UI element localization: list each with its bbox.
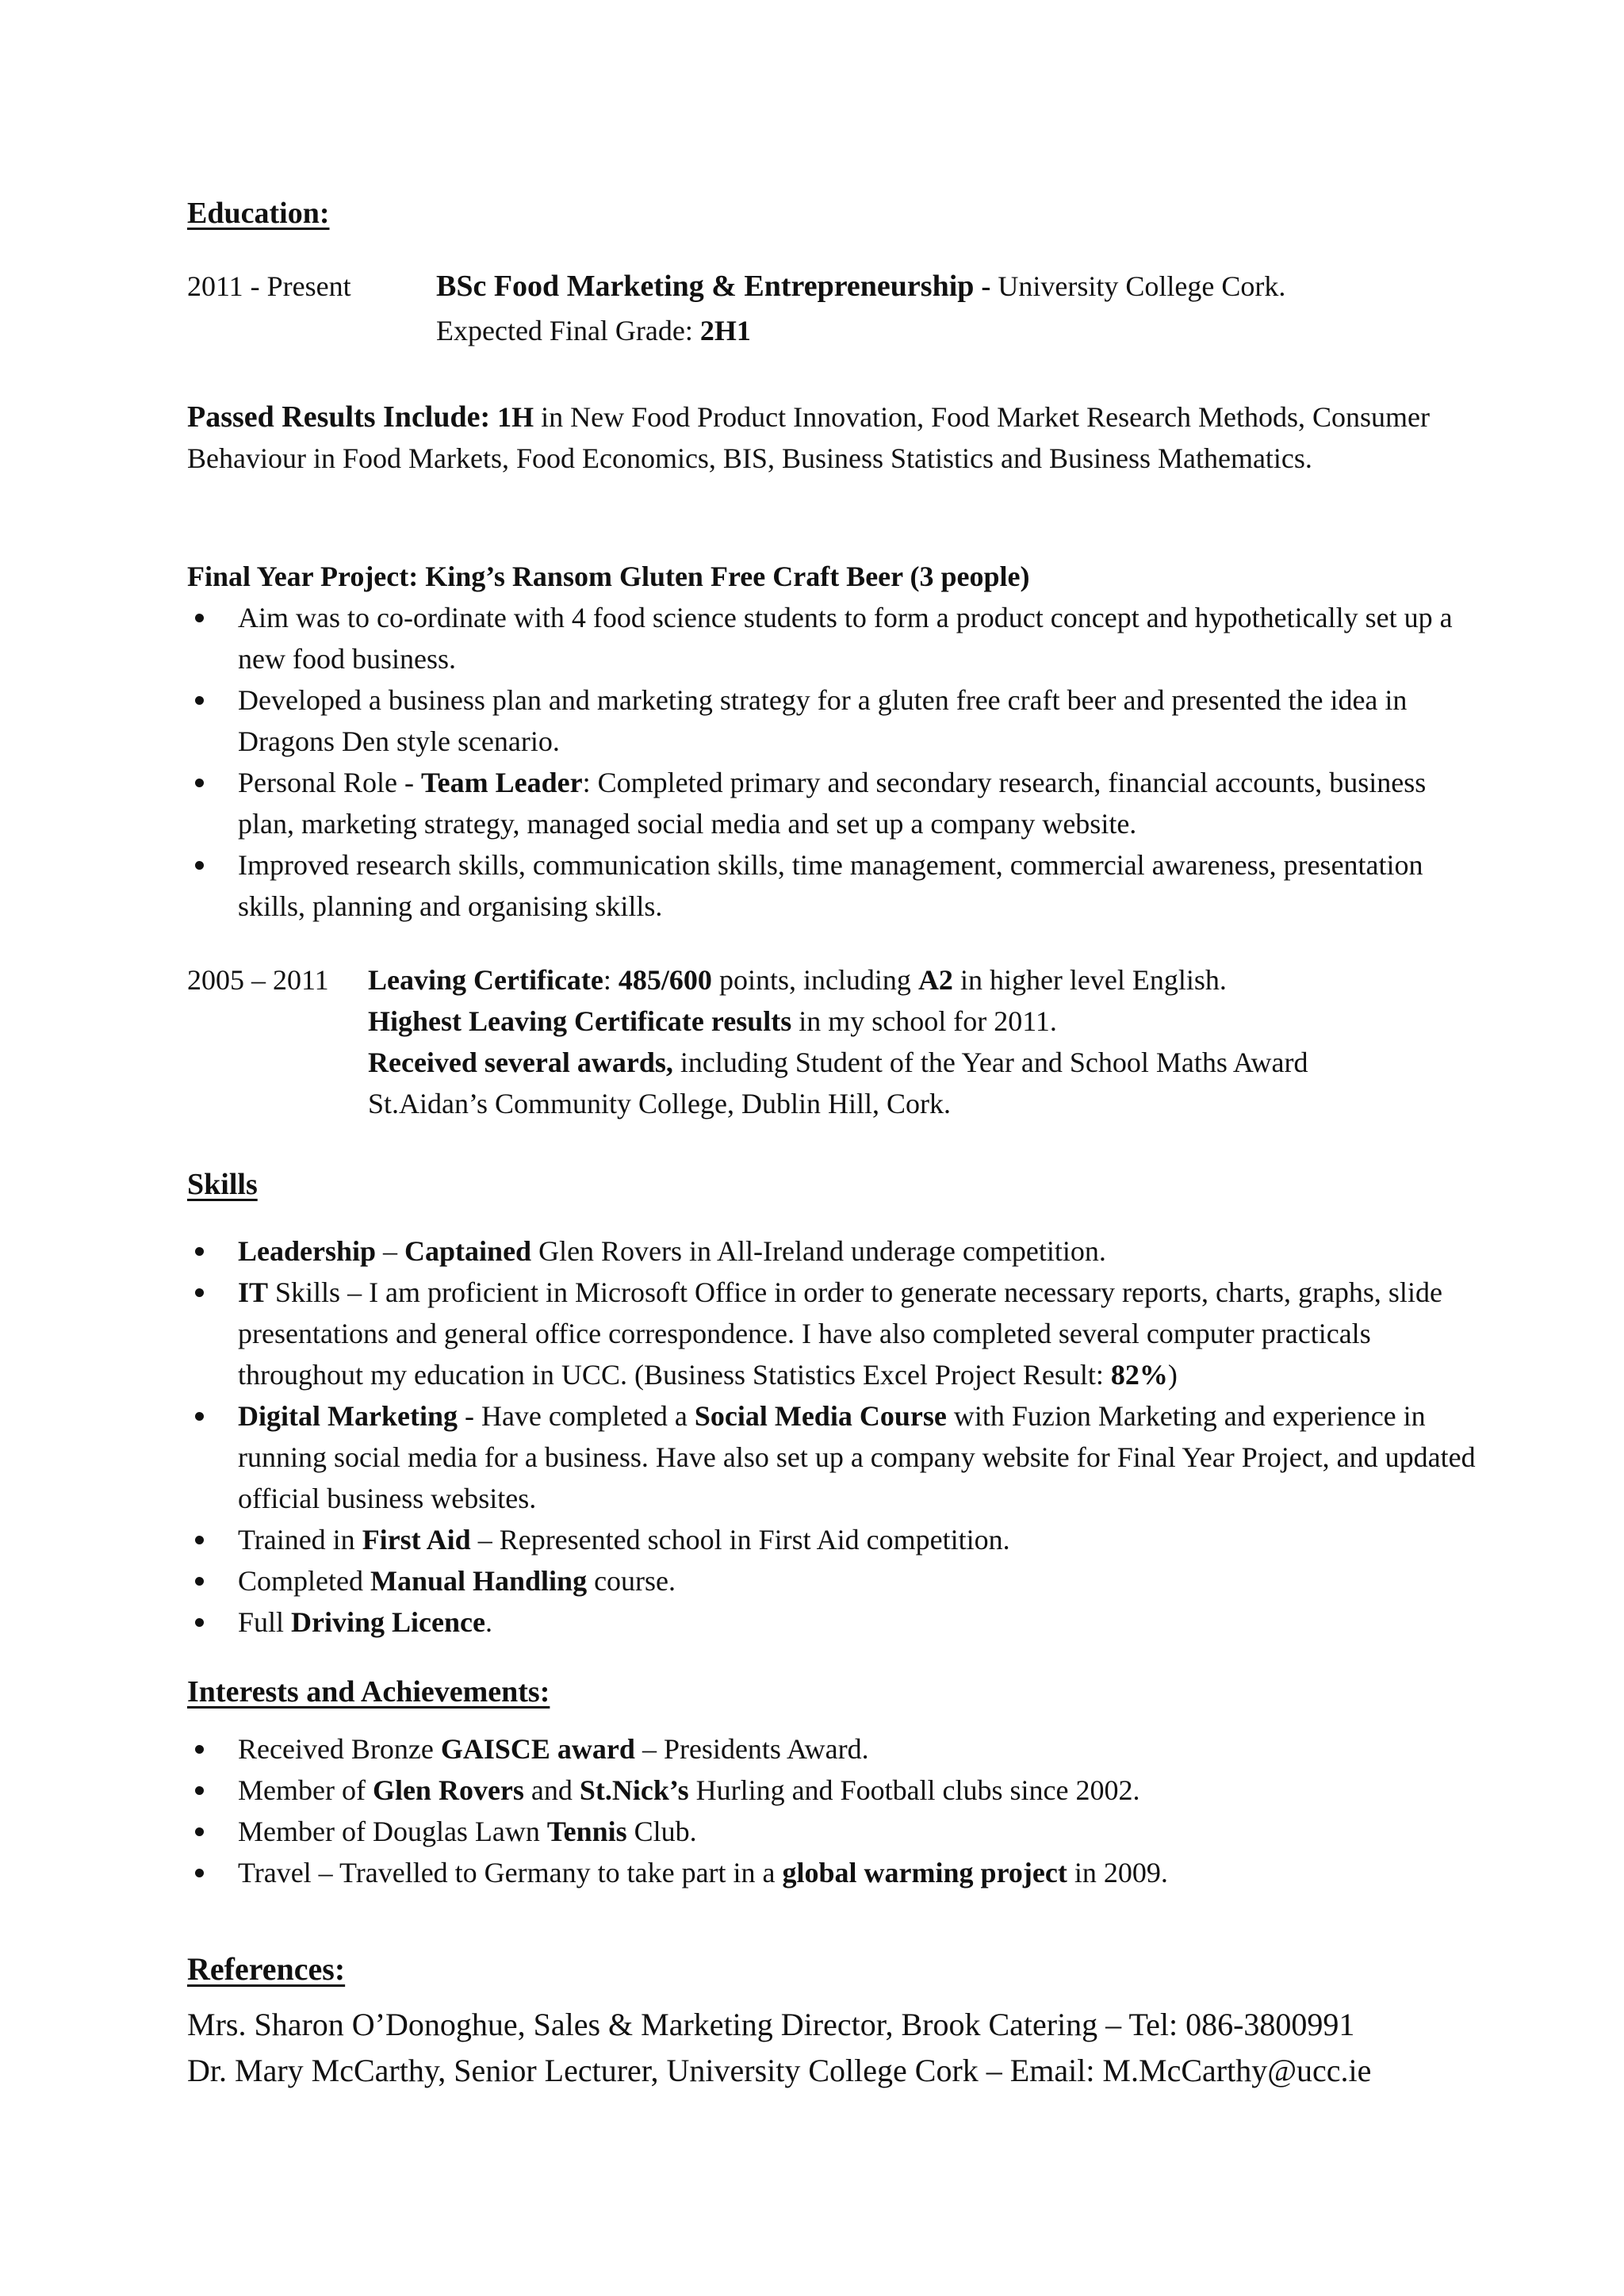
- list-item: Leadership – Captained Glen Rovers in All-Ireland underage competition.: [187, 1230, 1488, 1272]
- bullet-icon: [195, 1412, 204, 1421]
- list-item: Digital Marketing - Have completed a Social Media Course with Fuzion Marketing and experience in running social media for a business. Have also set up a company website for Final Year Project, and updated official business websites.: [187, 1395, 1488, 1519]
- interests-heading: Interests and Achievements:: [187, 1675, 550, 1709]
- leaving-cert-line-1: Leaving Certificate: 485/600 points, including A2 in higher level English.: [368, 964, 1227, 996]
- list-item: Aim was to co-ordinate with 4 food science students to form a product concept and hypothetically set up a new food business.: [187, 597, 1488, 679]
- bullet-icon: [195, 696, 204, 705]
- team-leader-role: Team Leader: [420, 767, 583, 798]
- list-item: Completed Manual Handling course.: [187, 1560, 1488, 1601]
- bullet-icon: [195, 1827, 204, 1836]
- expected-grade-label: Expected Final Grade:: [436, 315, 700, 346]
- bullet-icon: [195, 861, 204, 870]
- passed-results-text: in New Food Product Innovation, Food Market Research Methods, Consumer Behaviour in Food Markets, Food Economics, BIS, Business Statistics and Business Mathematics.: [187, 401, 1431, 474]
- degree-title: BSc Food Marketing & Entrepreneurship: [436, 270, 975, 303]
- list-item: Developed a business plan and marketing strategy for a gluten free craft beer and presented the idea in Dragons Den style scenario.: [187, 679, 1488, 762]
- list-item: Trained in First Aid – Represented school in First Aid competition.: [187, 1519, 1488, 1560]
- expected-grade-value: 2H1: [699, 315, 751, 346]
- passed-results-label: Passed Results Include:: [187, 400, 491, 434]
- degree-line: [436, 266, 1285, 307]
- references-heading: References:: [187, 1951, 346, 1987]
- bullet-icon: [195, 1577, 204, 1586]
- list-item: Personal Role - Team Leader: Completed primary and secondary research, financial accounts, business plan, marketing strategy, managed social media and set up a company website.: [187, 762, 1488, 844]
- leaving-cert-line-3: Received several awards, including Student of the Year and School Maths Award: [368, 1047, 1308, 1078]
- bullet-icon: [195, 1618, 204, 1627]
- bullet-icon: [195, 779, 204, 787]
- degree-institution: University College Cork.: [998, 270, 1286, 302]
- leaving-cert-line-2: Highest Leaving Certificate results in my school for 2011.: [368, 1005, 1057, 1037]
- list-item: Received Bronze GAISCE award – Presidents Award.: [187, 1728, 1488, 1770]
- bullet-icon: [195, 614, 204, 622]
- bullet-icon: [195, 1786, 204, 1795]
- expected-grade-line: [436, 310, 751, 351]
- leaving-cert-dates: 2005 – 2011: [187, 964, 329, 996]
- degree-separator: -: [974, 270, 998, 302]
- bullet-icon: [195, 1288, 204, 1297]
- skills-heading: Skills: [187, 1168, 258, 1201]
- list-item: Full Driving Licence.: [187, 1601, 1488, 1643]
- passed-results-grade: 1H: [497, 401, 534, 433]
- reference-1: Mrs. Sharon O’Donoghue, Sales & Marketing Director, Brook Catering – Tel: 086-3800991: [187, 2007, 1355, 2042]
- list-item: Travel – Travelled to Germany to take part in a global warming project in 2009.: [187, 1852, 1488, 1893]
- skills-list: [187, 1230, 1488, 1643]
- list-item: Member of Douglas Lawn Tennis Club.: [187, 1811, 1488, 1852]
- list-item: IT Skills – I am proficient in Microsoft Office in order to generate necessary reports, charts, graphs, slide presentations and general office correspondence. I have also completed several computer practicals throughout my education in UCC. (Business Statistics Excel Project Result: 82%): [187, 1272, 1488, 1395]
- project-bullets: [187, 597, 1488, 927]
- reference-2: Dr. Mary McCarthy, Senior Lecturer, University College Cork – Email: M.McCarthy@ucc.ie: [187, 2053, 1372, 2088]
- bullet-icon: [195, 1869, 204, 1877]
- degree-dates: 2011 - Present: [187, 270, 351, 302]
- bullet-icon: [195, 1247, 204, 1256]
- bullet-icon: [195, 1745, 204, 1754]
- list-item: Improved research skills, communication skills, time management, commercial awareness, presentation skills, planning and organising skills.: [187, 844, 1488, 927]
- passed-results: [187, 396, 1488, 479]
- education-heading: Education:: [187, 197, 330, 230]
- list-item: Member of Glen Rovers and St.Nick’s Hurling and Football clubs since 2002.: [187, 1770, 1488, 1811]
- bullet-icon: [195, 1536, 204, 1544]
- final-year-project-title: Final Year Project: King’s Ransom Gluten Free Craft Beer (3 people): [187, 561, 1030, 592]
- interests-list: [187, 1728, 1488, 1893]
- leaving-cert-school: St.Aidan’s Community College, Dublin Hill, Cork.: [368, 1088, 952, 1119]
